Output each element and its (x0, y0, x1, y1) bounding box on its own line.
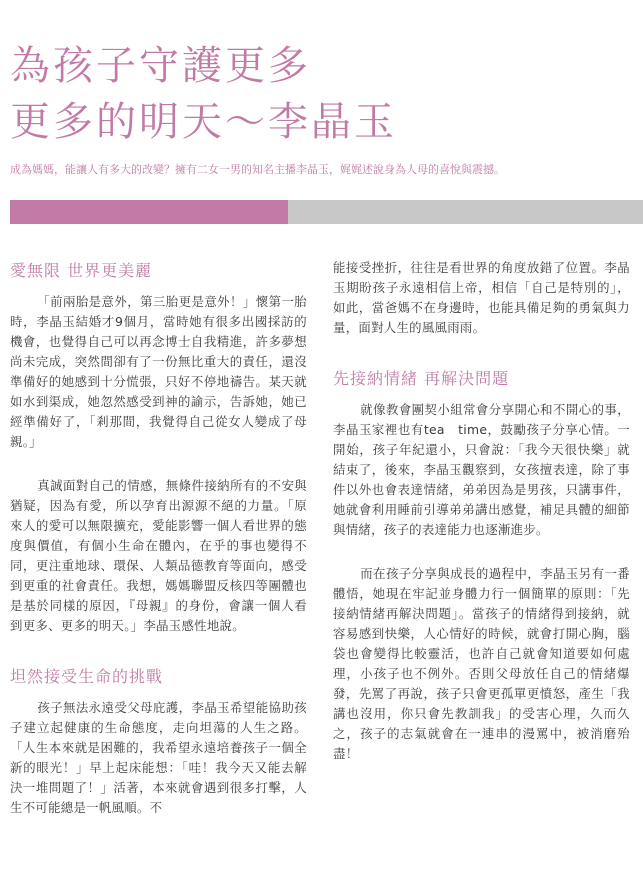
page-title-line-1: 為孩子守護更多 (10, 43, 311, 89)
section-heading-challenge: 坦然接受生命的挑戰 (10, 667, 164, 686)
paragraph: 孩子無法永遠受父母庇護，李晶玉希望能協助孩子建立起健康的生命態度，走向坦蕩的人生之路。「人生本來就是困難的，我希望永遠培養孩子一個全新的眼光！」早上起床能想：「哇！我今天又能去解決一堆問題了！」活著，本來就會遇到很多打擊，人生不可能總是一帆風順。不 (10, 700, 307, 815)
right-column (333, 258, 630, 764)
page-title-line-2: 更多的明天～李晶玉 (10, 99, 397, 145)
paragraph: 真誠面對自己的情感，無條件接納所有的不安與猶疑，因為有愛，所以孕育出源源不絕的力量。「原來人的愛可以無限擴充，愛能影響一個人看世界的態度與價值，有個小生命在體內，在乎的事也變得不同，更注重地球、環保、人類品德教育等面向，感受到更重的社會責任。我想，媽媽聯盟反核四等團體也是基於同樣的原因，『母親』的身份，會讓一個人看到更多、更多的明天。」李晶玉感性地說。 (10, 478, 307, 633)
paragraph-continued: 能接受挫折，往往是看世界的角度放錯了位置。李晶玉期盼孩子永遠相信上帝，相信「自己是特別的」，如此，當爸媽不在身邊時，也能具備足夠的勇氣與力量，面對人生的風風雨雨。 (333, 260, 630, 335)
paragraph: 「前兩胎是意外，第三胎更是意外！」懷第一胎時，李晶玉結婚才9個月，當時她有很多出國採訪的機會，也覺得自己可以再念博士自我精進，許多夢想尚未完成，突然間卻有了一份無比重大的責任，還沒準備好的她感到十分慌張，只好不停地禱告。某天就如水到渠成，她忽然感受到神的諭示，告訴她，她已經準備好了，「剎那間，我覺得自己從女人變成了母親。」 (10, 294, 307, 449)
subtitle-lede: 成為媽媽，能讓人有多大的改變？擁有二女一男的知名主播李晶玉，娓娓述說身為人母的喜悅與震撼。 (10, 163, 505, 176)
paragraph: 而在孩子分享與成長的過程中，李晶玉另有一番體悟，她現在牢記並身體力行一個簡單的原則：「先接納情緒再解決問題」。當孩子的情緒得到接納，就容易感到快樂，人心情好的時候，就會打開心胸，腦袋也會變得比較靈活，也許自己就會知道要如何處理，小孩子也不例外。否則父母放任自己的情緒爆發，先罵了再說，孩子只會更孤單更憤怒，產生「我講也沒用，你只會先教訓我」的受害心理，久而久之，孩子的志氣就會在一連串的漫罵中，被消磨殆盡！ (333, 566, 630, 761)
decorative-bar-grey (288, 200, 643, 224)
section-heading-love: 愛無限 世界更美麗 (10, 261, 153, 280)
section-heading-emotion: 先接納情緒 再解決問題 (333, 369, 510, 388)
paragraph: 就像教會團契小組常會分享開心和不開心的事，李晶玉家裡也有tea time，鼓勵孩子分享心情。一開始，孩子年紀還小，只會說：「我今天很快樂」就結束了，後來，李晶玉觀察到，女孩擅表達，除了事件以外也會表達情緒，弟弟因為是男孩，只講事件，她就會利用睡前引導弟弟講出感覺，補足具體的細節與情緒，孩子的表達能力也逐漸進步。 (333, 402, 630, 537)
decorative-bar-pink (10, 200, 288, 224)
left-column (10, 260, 307, 818)
